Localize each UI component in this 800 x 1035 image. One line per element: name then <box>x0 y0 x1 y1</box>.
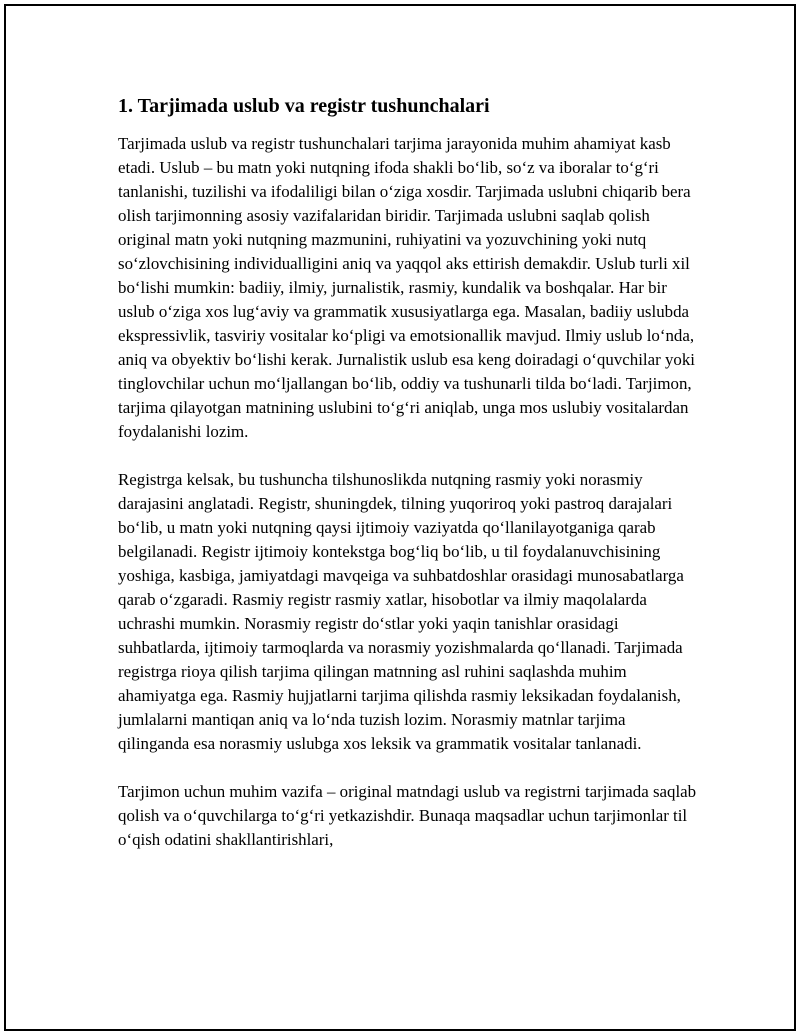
section-heading: 1. Tarjimada uslub va registr tushunchalari <box>118 95 490 117</box>
paragraph-uslub: Tarjimada uslub va registr tushunchalari tarjima jarayonida muhim ahamiyat kasb etadi. Uslub – bu matn yoki nutqning ifoda shakli bo‘lib, so‘z va iboralar to‘g‘ri tanlanishi, tuzilishi va ifodaliligi bilan o‘ziga xosdir. Tarjimada uslubni chiqarib bera olish tarjimonning asosiy vazifalaridan biridir. Tarjimada uslubni saqlab qolish original matn yoki nutqning mazmunini, ruhiyatini va yozuvchining yoki nutq so‘zlovchisining individualligini aniq va yaqqol aks ettirish demakdir. Uslub turli xil bo‘lishi mumkin: badiiy, ilmiy, jurnalistik, rasmiy, kundalik va boshqalar. Har bir uslub o‘ziga xos lug‘aviy va grammatik xususiyatlarga ega. Masalan, badiiy uslubda ekspressivlik, tasviriy vositalar ko‘pligi va emotsionallik mavjud. Ilmiy uslub lo‘nda, aniq va obyektiv bo‘lishi kerak. Jurnalistik uslub esa keng doiradagi o‘quvchilar yoki tinglovchilar uchun mo‘ljallangan bo‘lib, oddiy va tushunarli tilda bo‘ladi. Tarjimon, tarjima qilayotgan matnining uslubini to‘g‘ri aniqlab, unga mos uslubiy vositalardan foydalanishi lozim. <box>118 134 695 441</box>
paragraph-tarjimon: Tarjimon uchun muhim vazifa – original matndagi uslub va registrni tarjimada saqlab qolish va o‘quvchilarga to‘g‘ri yetkazishdir. Bunaqa maqsadlar uchun tarjimonlar til o‘qish odatini shakllantirishlari, <box>118 782 697 849</box>
paragraph-registr: Registrga kelsak, bu tushuncha tilshunoslikda nutqning rasmiy yoki norasmiy darajasini anglatadi. Registr, shuningdek, tilning yuqoriroq yoki pastroq darajalari bo‘lib, u matn yoki nutqning qaysi ijtimoiy vaziyatda qo‘llanilayotganiga qarab belgilanadi. Registr ijtimoiy kontekstga bog‘liq bo‘lib, u til foydalanuvchisining yoshiga, kasbiga, jamiyatdagi mavqeiga va suhbatdoshlar orasidagi munosabatlarga qarab o‘zgaradi. Rasmiy registr rasmiy xatlar, hisobotlar va ilmiy maqolalarda uchrashi mumkin. Norasmiy registr do‘stlar yoki yaqin tanishlar orasidagi suhbatlarda, ijtimoiy tarmoqlarda va norasmiy yozishmalarda qo‘llanadi. Tarjimada registrga rioya qilish tarjima qilingan matnning asl ruhini saqlashda muhim ahamiyatga ega. Rasmiy hujjatlarni tarjima qilishda rasmiy leksikadan foydalanish, jumlalarni mantiqan aniq va lo‘nda tuzish lozim. Norasmiy matnlar tarjima qilinganda esa norasmiy uslubga xos leksik va grammatik vositalar tanlanadi. <box>118 470 684 753</box>
document-body <box>118 92 698 876</box>
